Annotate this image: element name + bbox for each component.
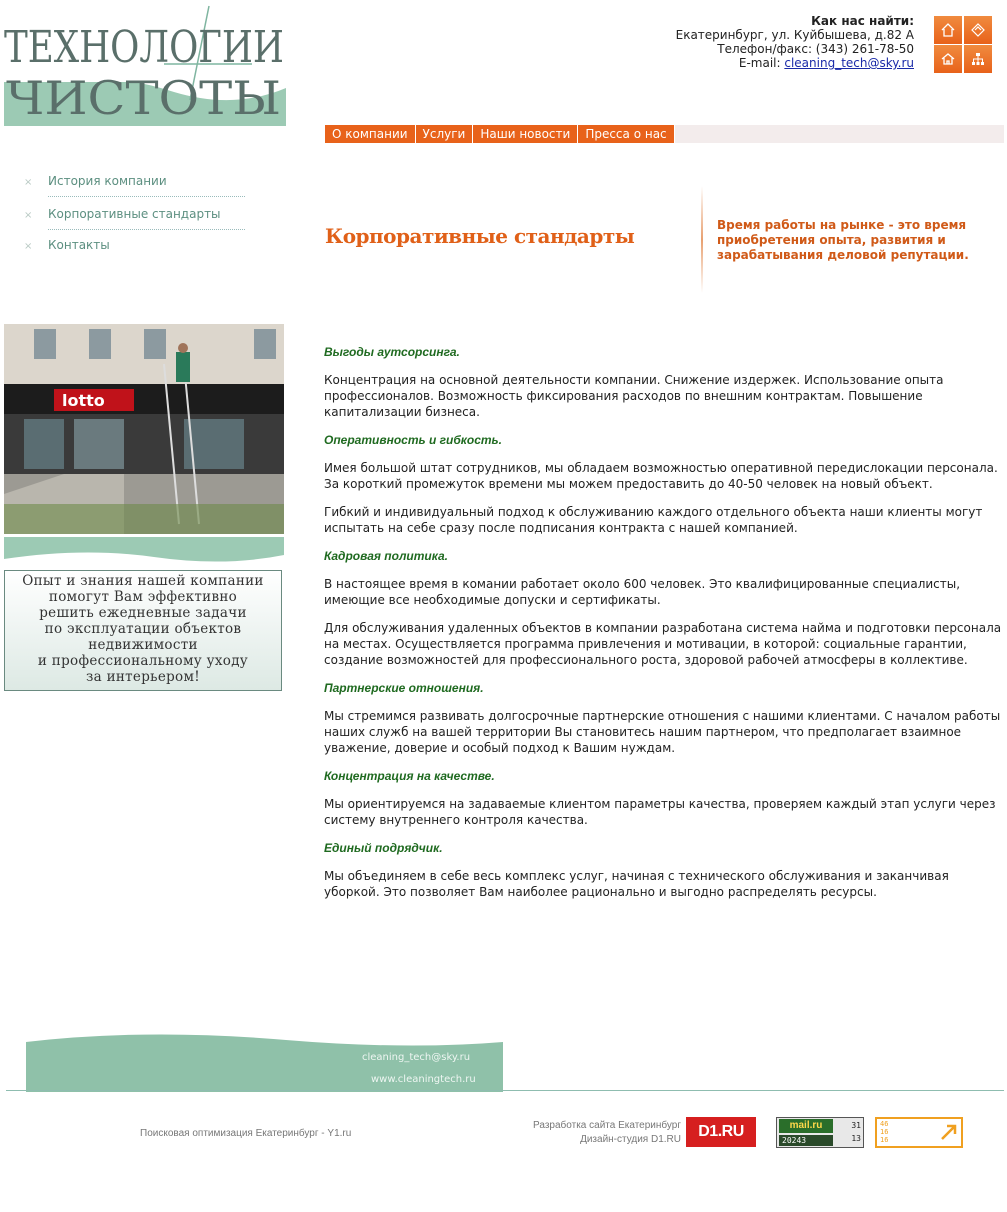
house-icon[interactable]: [934, 45, 962, 73]
menu-label: История компании: [48, 174, 167, 188]
section-paragraph: Мы объединяем в себе весь комплекс услуг, начиная с технического обслуживания и заканчивая уборкой. Это позволяет Вам наиболее рационально и выгодно распределять ресурсы.: [324, 869, 949, 899]
mailru-logo: mail.ru: [779, 1119, 833, 1133]
mailru-total: 20243: [779, 1135, 833, 1146]
developer-credit[interactable]: [495, 1119, 681, 1147]
top-navigation: [325, 125, 675, 143]
nav-about[interactable]: О компании: [325, 125, 416, 143]
counter-value: 46: [880, 1120, 889, 1128]
dev-line1: Разработка сайта Екатеринбург: [533, 1120, 681, 1131]
mailru-counter[interactable]: [776, 1117, 864, 1148]
promo-box: [4, 570, 282, 691]
logo-line2: ЧИСТОТЫ: [6, 71, 281, 125]
section-paragraph: В настоящее время в комании работает около 600 человек. Это квалифицированные специалисты, имеющие все необходимые допуски и сертификаты.: [324, 577, 961, 607]
menu-label: Контакты: [48, 238, 110, 252]
bookmark-icon[interactable]: [964, 16, 992, 44]
dev-line2: Дизайн-студия D1.RU: [580, 1134, 681, 1145]
promo-line: помогут Вам эффективно: [48, 589, 238, 605]
left-menu-item-contacts[interactable]: [24, 238, 110, 252]
section-heading: Кадровая политика.: [324, 549, 448, 563]
contact-address: Екатеринбург, ул. Куйбышева, д.82 А: [675, 28, 914, 42]
nav-news[interactable]: Наши новости: [473, 125, 578, 143]
counter-value: 16: [880, 1128, 889, 1136]
storefront-photo: [4, 324, 284, 534]
section-heading: Партнерские отношения.: [324, 681, 484, 695]
nav-press[interactable]: Пресса о нас: [578, 125, 674, 143]
section-paragraph: Мы стремимся развивать долгосрочные партнерские отношения с нашими клиентами. С началом работы наших служб на вашей территории Вы становитесь нашим партнером, что предполагает взаимное уважение, доверие и особый подход к Вашим нуждам.: [324, 709, 1001, 755]
bullet-icon: ×: [24, 241, 33, 252]
contact-heading: Как нас найти:: [811, 14, 914, 28]
mailru-online: 13: [851, 1134, 861, 1143]
mailru-today: 31: [851, 1121, 861, 1130]
main-content: [324, 344, 1004, 912]
promo-line: решить ежедневные задачи: [39, 605, 247, 621]
footer-site[interactable]: www.cleaningtech.ru: [371, 1074, 476, 1085]
seo-link[interactable]: Поисковая оптимизация Екатеринбург - Y1.ru: [140, 1128, 352, 1139]
footer-divider: [6, 1090, 1004, 1091]
d1-badge[interactable]: D1.RU: [686, 1117, 756, 1147]
menu-label: Корпоративные стандарты: [48, 207, 221, 221]
page-tagline: Время работы на рынке - это время приобретения опыта, развития и зарабатывания деловой репутации.: [717, 218, 969, 262]
promo-line: и профессиональному уходу: [37, 653, 249, 669]
footer-email[interactable]: cleaning_tech@sky.ru: [362, 1052, 471, 1063]
email-label: E-mail:: [738, 56, 781, 70]
counter-value: 16: [880, 1136, 889, 1144]
promo-line: по эксплуатации объектов: [44, 621, 242, 637]
home-icon[interactable]: [934, 16, 962, 44]
section-heading: Оперативность и гибкость.: [324, 433, 503, 447]
promo-line: недвижимости: [88, 637, 198, 653]
promo-line: за интерьером!: [85, 669, 201, 685]
logo-line1: ТЕХНОЛОГИИ: [4, 22, 284, 73]
menu-divider: [48, 229, 245, 230]
left-menu-item-history[interactable]: [24, 174, 167, 188]
section-paragraph: Гибкий и индивидуальный подход к обслуживанию каждого отдельного объекта наши клиенты могут испытать на себе сразу после подписания контракта с нашей компанией.: [324, 505, 983, 535]
menu-divider: [48, 196, 245, 197]
visitor-counter[interactable]: [875, 1117, 963, 1148]
bullet-icon: ×: [24, 210, 33, 221]
section-paragraph: Мы ориентируемся на задаваемые клиентом параметры качества, проверяем каждый этап услуги через систему внутреннего контроля качества.: [324, 797, 996, 827]
bullet-icon: ×: [24, 177, 33, 188]
sitemap-icon[interactable]: [964, 45, 992, 73]
contact-phone: Телефон/факс: (343) 261-78-50: [717, 42, 914, 56]
page-title: Корпоративные стандарты: [325, 224, 635, 248]
header-divider: [701, 186, 703, 293]
section-heading: Выгоды аутсорсинга.: [324, 345, 460, 359]
section-heading: Концентрация на качестве.: [324, 769, 495, 783]
arrow-icon: [939, 1122, 959, 1142]
contact-block: [676, 14, 914, 70]
nav-services[interactable]: Услуги: [416, 125, 474, 143]
section-heading: Единый подрядчик.: [324, 841, 443, 855]
site-logo[interactable]: [4, 6, 286, 126]
section-paragraph: Имея большой штат сотрудников, мы обладаем возможностью оперативной передислокации персонала. За короткий промежуток времени мы можем предоставить до 40-50 человек на новый объект.: [324, 461, 998, 491]
promo-line: Опыт и знания нашей компании: [22, 573, 264, 589]
contact-email-link[interactable]: cleaning_tech@sky.ru: [784, 56, 914, 70]
left-menu-item-standards[interactable]: [24, 207, 221, 221]
section-paragraph: Для обслуживания удаленных объектов в компании разработана система найма и подготовки персонала на местах. Осуществляется программа привлечения и мотивации, в которой: социальные гарантии, создание возможностей для профессионального роста, здоровой рабочей атмосферы в коллективе.: [324, 621, 1002, 667]
svg-text:lotto: lotto: [62, 391, 105, 410]
decorative-wave: [4, 537, 284, 571]
section-paragraph: Концентрация на основной деятельности компании. Снижение издержек. Использование опыта профессионалов. Возможность фиксирования расходов по внешним контрактам. Повышение капитализации бизнеса.: [324, 373, 944, 419]
